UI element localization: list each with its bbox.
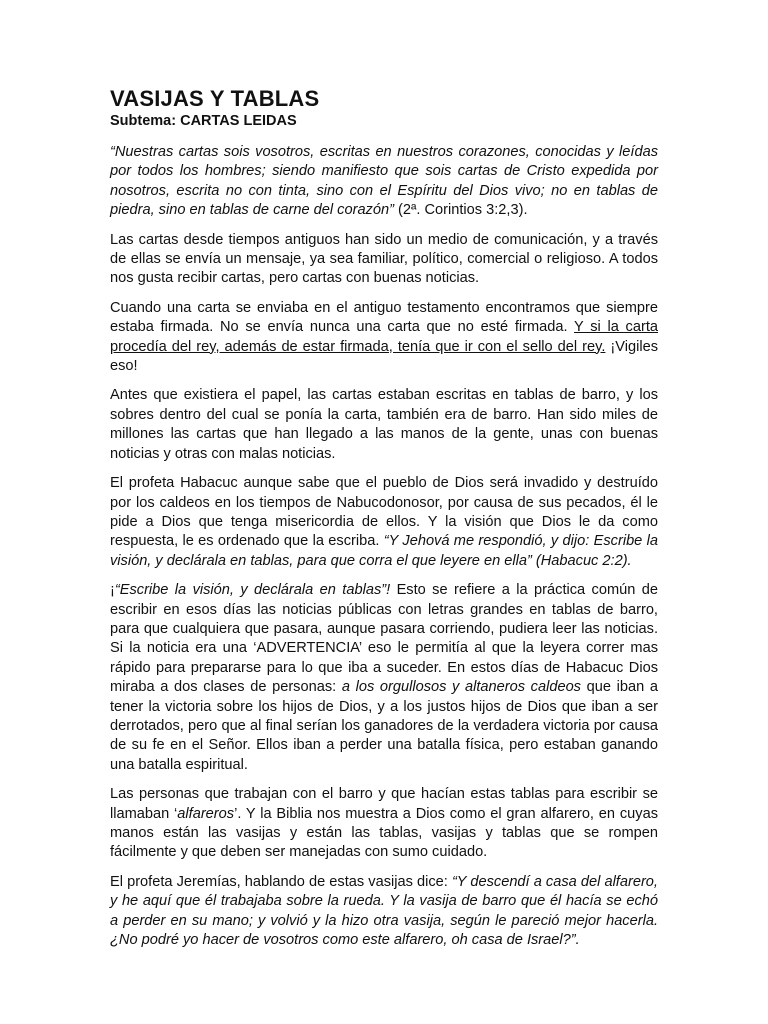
paragraph-7-text: Las personas que trabajan con el barro y que hacían estas tablas para escribir se llamaban ‘ [110,786,658,822]
paragraph-7-text-end: ’. Y la Biblia nos muestra a Dios como el gran alfarero, en cuyas manos están las vasijas y están las tablas, vasijas y tablas que se rompen fácilmente y que deben ser manejadas con sumo cuidado. [110,805,658,861]
paragraph-6-lead: ¡ [110,582,115,599]
emphasis-alfareros: alfareros [177,805,235,822]
underlined-statement: Y si la carta procedía del rey, además de estar firmada, tenía que ir con el sello del rey. [110,319,658,355]
scripture-reference: (2ª. Corintios 3:2,3). [393,202,528,219]
scripture-quote-vision: “Escribe la visión, y declárala en tablas”! [114,582,391,599]
scripture-quote-habakkuk: “Y Jehová me respondió, y dijo: Escribe la visión, y declárala en tablas, para que corra el que leyere en ella” [110,533,658,569]
paragraph-6-text: Esto se refiere a la práctica común de escribir en esos días las noticias públicas con letras grandes en tablas de barro, para que cualquiera que pasara, aunque pasara corriendo, pudiera leer las noticias. Si la noticia era una ‘ADVERTENCIA’ eso le permitía al que la leyera correr mas rápido para prepararse para lo que iba a suceder. En estos días de Habacuc Dios miraba a dos clases de personas: [110,582,659,696]
paragraph-3-text: Cuando una carta se enviaba en el antiguo testamento encontramos que siempre estaba firmada. No se envía nunca una carta que no esté firmada. [110,299,658,336]
paragraph-8 [110,873,658,951]
scripture-reference: (Habacuc 2:2). [531,552,632,569]
scripture-quote-jeremiah: “Y descendí a casa del alfarero, y he aquí que él trabajaba sobre la rueda. Y la vasija de barro que él hacía se echó a perder en su mano; y volvió y la hizo otra vasija, según le pareció mejor hacerla. ¿No podré yo hacer de vosotros como este alfarero, oh casa de Israel?”. [110,873,658,949]
document-body [110,86,658,960]
paragraph-3-exclamation: ¡Vigiles eso! [110,338,658,375]
document-subtitle: Subtema: CARTAS LEIDAS [110,113,297,129]
paragraph-2: Las cartas desde tiempos antiguos han sido un medio de comunicación, y a través de ellas se envía un mensaje, ya sea familiar, político, comercial o religioso. A todos nos gusta recibir cartas, pero cartas con buenas noticias. [110,231,658,287]
emphasis-caldeos: a los orgullosos y altaneros caldeos [341,679,581,696]
paragraph-4: Antes que existiera el papel, las cartas estaban escritas en tablas de barro, y los sobres dentro del cual se ponía la carta, también era de barro. Han sido miles de millones las cartas que han llegado a las manos de la gente, unas con buenas noticias y otras con malas noticias. [110,387,658,462]
paragraph-7 [110,785,658,863]
paragraph-8-text: El profeta Jeremías, hablando de estas vasijas dice: [110,873,452,890]
paragraph-5 [110,474,658,571]
paragraph-6 [110,581,658,775]
document-title: VASIJAS Y TABLAS [110,86,320,111]
scripture-quote-corinthians: “Nuestras cartas sois vosotros, escritas en nuestros corazones, conocidas y leídas por todos los hombres; siendo manifiesto que sois cartas de Cristo expedida por nosotros, escrita no con tinta, sino con el Espíritu del Dios vivo; no en tablas de piedra, sino en tablas de carne del corazón” [110,144,658,219]
paragraph-5-text: El profeta Habacuc aunque sabe que el pueblo de Dios será invadido y destruído por los caldeos en los tiempos de Nabucodonosor, por causa de sus pecados, él le pide a Dios que tenga misericordia de ellos. Y la visión que Dios le da como respuesta, le es ordenado que la escriba. [110,475,658,550]
paragraph-3 [110,299,658,377]
paragraph-1 [110,143,658,221]
paragraph-6-text-end: que iban a tener la victoria sobre los hijos de Dios, y a los justos hijos de Dios que iban a ser derrotados, pero que al final serían los ganadores de la verdadera victoria por causa de su fe en el Señor. Ellos iban a perder una batalla física, pero estaban ganando una batalla espiritual. [110,679,658,773]
